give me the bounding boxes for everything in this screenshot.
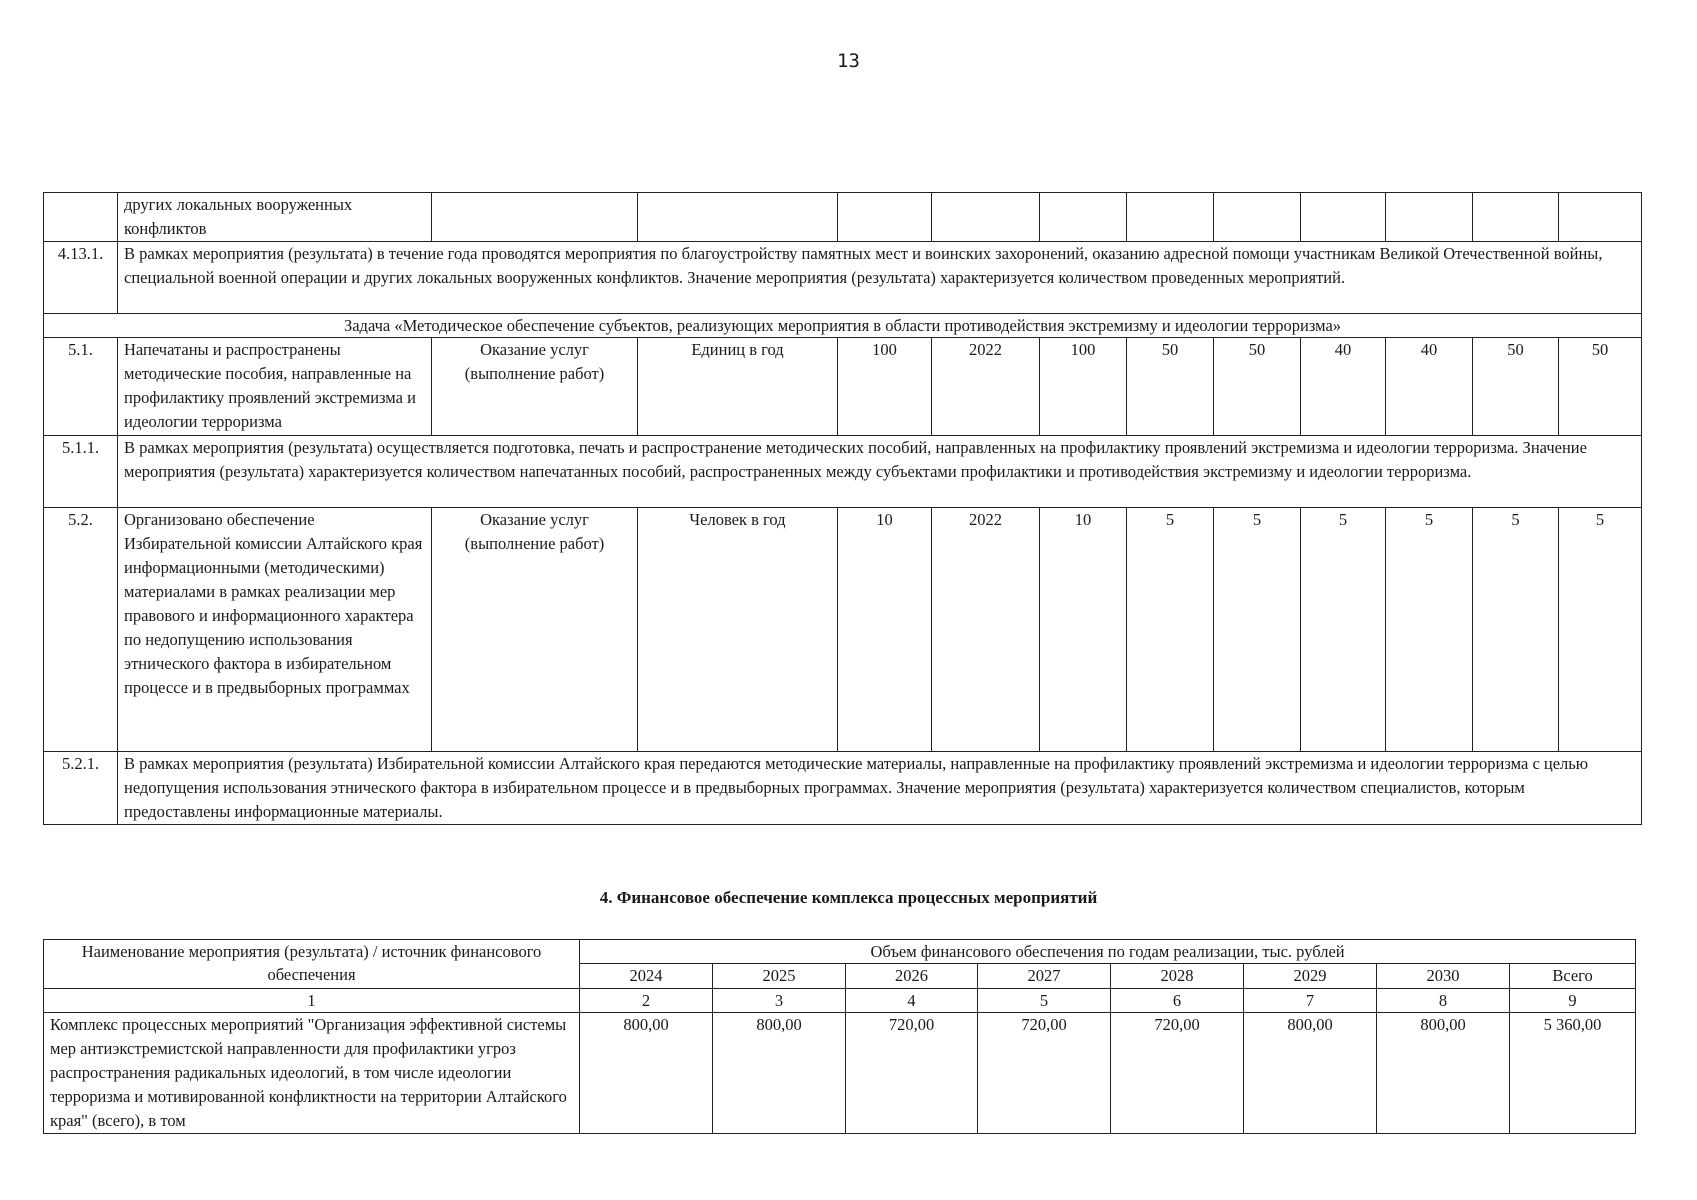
value-cell: 50 xyxy=(1127,338,1214,436)
result-type: Оказание услуг (выполнение работ) xyxy=(432,508,638,752)
column-number: 6 xyxy=(1111,989,1244,1013)
result-name: Организовано обеспечение Избирательной комиссии Алтайского края информационными (методическими) материалами в рамках реализации мер правового и информационного характера по недопущению использования этнического фактора в избирательном процессе и в предвыборных программах xyxy=(118,508,432,752)
row-number xyxy=(44,193,118,242)
unit: Человек в год xyxy=(638,508,838,752)
header-name: Наименование мероприятия (результата) / источник финансового обеспечения xyxy=(44,940,580,989)
value-cell: 5 xyxy=(1473,508,1559,752)
results-table xyxy=(43,192,1642,825)
value-cell: 5 xyxy=(1214,508,1301,752)
value-cell: 10 xyxy=(1040,508,1127,752)
value-cell xyxy=(1127,193,1214,242)
unit xyxy=(638,193,838,242)
result-name: Напечатаны и распространены методические пособия, направленные на профилактику проявлений экстремизма и идеологии терроризма xyxy=(118,338,432,436)
year-header: 2029 xyxy=(1244,964,1377,989)
column-number: 5 xyxy=(978,989,1111,1013)
task-title: Задача «Методическое обеспечение субъектов, реализующих мероприятия в области противодействия экстремизму и идеологии терроризма» xyxy=(44,314,1642,338)
column-number: 9 xyxy=(1510,989,1636,1013)
year-header: 2028 xyxy=(1111,964,1244,989)
amount-cell: 800,00 xyxy=(1377,1013,1510,1134)
finance-row xyxy=(44,1013,1636,1134)
value-cell: 40 xyxy=(1301,338,1386,436)
value-cell: 5 xyxy=(1386,508,1473,752)
column-number: 1 xyxy=(44,989,580,1013)
value-cell: 5 xyxy=(1559,508,1642,752)
value-cell xyxy=(1386,193,1473,242)
header-volume: Объем финансового обеспечения по годам реализации, тыс. рублей xyxy=(580,940,1636,964)
result-type: Оказание услуг (выполнение работ) xyxy=(432,338,638,436)
result-description: В рамках мероприятия (результата) в течение года проводятся мероприятия по благоустройству памятных мест и воинских захоронений, оказанию адресной помощи участникам Великой Отечественной войны, специальной военной операции и других локальных вооруженных конфликтов. Значение мероприятия (результата) характеризуется количеством проведенных мероприятий. xyxy=(118,242,1642,314)
row-number: 5.1.1. xyxy=(44,436,118,508)
column-number: 4 xyxy=(846,989,978,1013)
row-number: 4.13.1. xyxy=(44,242,118,314)
base-value: 10 xyxy=(838,508,932,752)
year-header: 2030 xyxy=(1377,964,1510,989)
table-row xyxy=(44,338,1642,436)
result-description: В рамках мероприятия (результата) осуществляется подготовка, печать и распространение методических пособий, направленных на профилактику проявлений экстремизма и идеологии терроризма. Значение мероприятия (результата) характеризуется количеством напечатанных пособий, распространенных между субъектами профилактики и противодействия экстремизму и идеологии терроризма. xyxy=(118,436,1642,508)
section-title: 4. Финансовое обеспечение комплекса процессных мероприятий xyxy=(599,888,1098,907)
value-cell: 50 xyxy=(1559,338,1642,436)
column-number: 7 xyxy=(1244,989,1377,1013)
amount-cell: 800,00 xyxy=(580,1013,713,1134)
year-header: 2024 xyxy=(580,964,713,989)
value-cell: 50 xyxy=(1214,338,1301,436)
value-cell: 5 xyxy=(1301,508,1386,752)
page-number: 13 xyxy=(837,50,860,72)
amount-cell: 720,00 xyxy=(1111,1013,1244,1134)
base-value: 100 xyxy=(838,338,932,436)
table-row xyxy=(44,242,1642,314)
header-row xyxy=(44,940,1636,964)
program-name: Комплекс процессных мероприятий "Организация эффективной системы мер антиэкстремистской направленности для профилактики угроз распространения радикальных идеологий, в том числе идеологии терроризма и мотивированной конфликтности на территории Алтайского края" (всего), в том xyxy=(44,1013,580,1134)
value-cell xyxy=(1559,193,1642,242)
value-cell xyxy=(1301,193,1386,242)
column-number: 8 xyxy=(1377,989,1510,1013)
total-amount-cell: 5 360,00 xyxy=(1510,1013,1636,1134)
table-row xyxy=(44,508,1642,752)
result-description: В рамках мероприятия (результата) Избирательной комиссии Алтайского края передаются методические материалы, направленные на профилактику проявлений экстремизма и идеологии терроризма с целью недопущения использования этнического фактора в избирательном процессе и в предвыборных программах. Значение мероприятия (результата) характеризуется количеством специалистов, которым предоставлены информационные материалы. xyxy=(118,752,1642,825)
row-number: 5.2. xyxy=(44,508,118,752)
base-year: 2022 xyxy=(932,338,1040,436)
year-header: 2026 xyxy=(846,964,978,989)
column-number: 2 xyxy=(580,989,713,1013)
column-numbers-row xyxy=(44,989,1636,1013)
table-row xyxy=(44,752,1642,825)
value-cell: 40 xyxy=(1386,338,1473,436)
table-row xyxy=(44,193,1642,242)
row-number: 5.2.1. xyxy=(44,752,118,825)
finance-table xyxy=(43,939,1636,1134)
value-cell xyxy=(1473,193,1559,242)
task-row xyxy=(44,314,1642,338)
unit: Единиц в год xyxy=(638,338,838,436)
amount-cell: 800,00 xyxy=(713,1013,846,1134)
column-number: 3 xyxy=(713,989,846,1013)
total-header: Всего xyxy=(1510,964,1636,989)
value-cell: 5 xyxy=(1127,508,1214,752)
table-row xyxy=(44,436,1642,508)
base-year: 2022 xyxy=(932,508,1040,752)
value-cell xyxy=(1214,193,1301,242)
value-cell xyxy=(1040,193,1127,242)
base-value xyxy=(838,193,932,242)
value-cell: 50 xyxy=(1473,338,1559,436)
amount-cell: 720,00 xyxy=(846,1013,978,1134)
amount-cell: 800,00 xyxy=(1244,1013,1377,1134)
amount-cell: 720,00 xyxy=(978,1013,1111,1134)
row-number: 5.1. xyxy=(44,338,118,436)
base-year xyxy=(932,193,1040,242)
value-cell: 100 xyxy=(1040,338,1127,436)
result-type xyxy=(432,193,638,242)
year-header: 2025 xyxy=(713,964,846,989)
result-name: других локальных вооруженных конфликтов xyxy=(118,193,432,242)
year-header: 2027 xyxy=(978,964,1111,989)
